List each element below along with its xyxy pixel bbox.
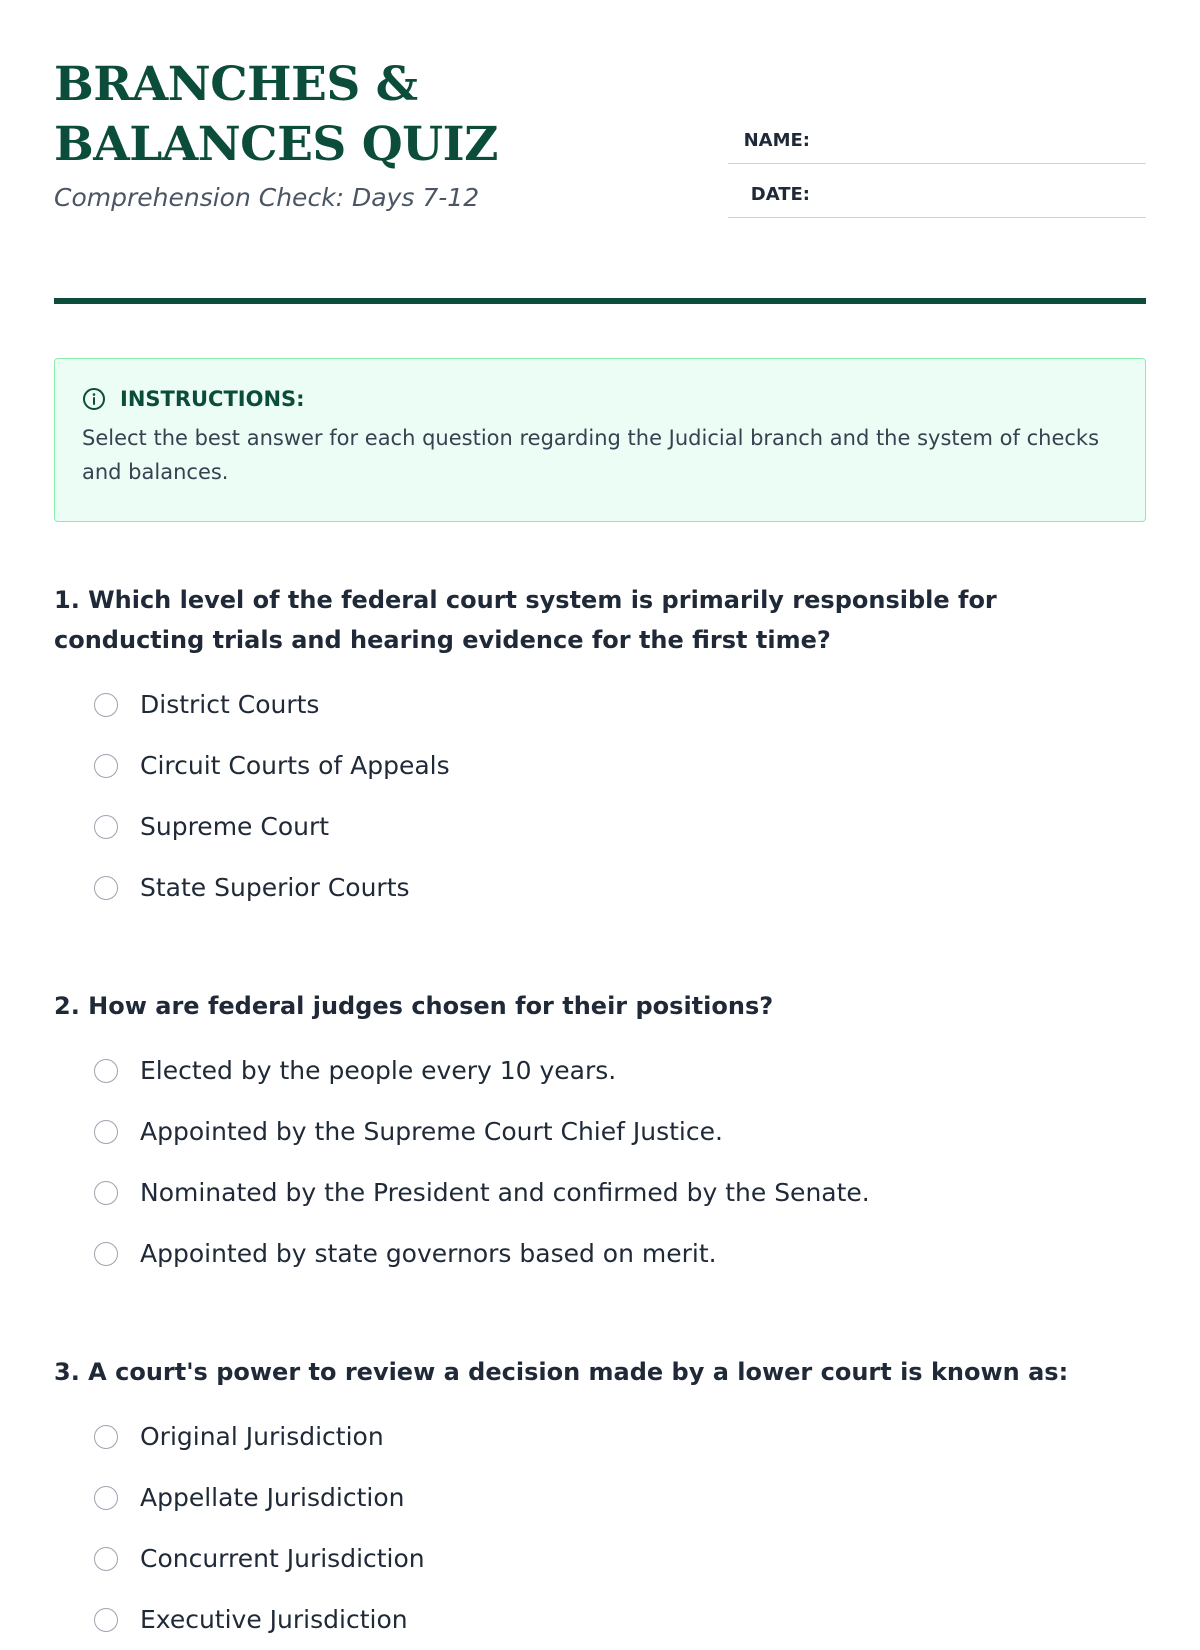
answer-options <box>54 1406 1146 1650</box>
answer-option[interactable] <box>54 1040 1146 1101</box>
answer-option-label: Concurrent Jurisdiction <box>140 1544 425 1573</box>
question-text: 1. Which level of the federal court system is primarily responsible for conducting trials and hearing evidence for the first time? <box>54 586 997 654</box>
answer-option-label: Original Jurisdiction <box>140 1422 384 1451</box>
radio-button[interactable] <box>94 1242 118 1266</box>
page-subtitle: Comprehension Check: Days 7-12 <box>54 183 480 212</box>
answer-option-label: Circuit Courts of Appeals <box>140 751 450 780</box>
answer-option[interactable] <box>54 1589 1146 1650</box>
answer-options <box>54 1040 1146 1284</box>
answer-option[interactable] <box>54 1528 1146 1589</box>
radio-button[interactable] <box>94 1120 118 1144</box>
instructions-text: Select the best answer for each question regarding the Judicial branch and the system of checks and balances. <box>82 426 1100 484</box>
answer-option-label: Executive Jurisdiction <box>140 1605 408 1634</box>
answer-option[interactable] <box>54 674 1146 735</box>
question-2 <box>54 986 1146 1284</box>
question-list <box>54 580 1146 1650</box>
name-field[interactable] <box>728 110 1146 164</box>
answer-option-label: Appointed by state governors based on merit. <box>140 1239 717 1268</box>
answer-option[interactable] <box>54 796 1146 857</box>
answer-option-label: Supreme Court <box>140 812 330 841</box>
radio-button[interactable] <box>94 876 118 900</box>
radio-button[interactable] <box>94 1181 118 1205</box>
answer-option[interactable] <box>54 1406 1146 1467</box>
title-block <box>54 55 694 212</box>
answer-option[interactable] <box>54 1162 1146 1223</box>
info-icon <box>82 387 106 411</box>
answer-option[interactable] <box>54 735 1146 796</box>
date-field[interactable] <box>728 164 1146 218</box>
radio-button[interactable] <box>94 815 118 839</box>
radio-button[interactable] <box>94 1547 118 1571</box>
question-text: 2. How are federal judges chosen for their positions? <box>54 992 774 1020</box>
date-label: DATE: <box>750 184 810 205</box>
answer-option-label: District Courts <box>140 690 320 719</box>
page-title: BRANCHES & BALANCES QUIZ <box>54 57 498 172</box>
instructions-box <box>54 358 1146 522</box>
answer-option-label: Appointed by the Supreme Court Chief Justice. <box>140 1117 723 1146</box>
answer-option-label: Elected by the people every 10 years. <box>140 1056 617 1085</box>
instructions-heading-label: INSTRUCTIONS: <box>120 387 305 411</box>
question-text: 3. A court's power to review a decision made by a lower court is known as: <box>54 1358 1069 1386</box>
radio-button[interactable] <box>94 1608 118 1632</box>
instructions-heading <box>82 387 1118 411</box>
answer-option-label: Nominated by the President and confirmed by the Senate. <box>140 1178 870 1207</box>
answer-option-label: Appellate Jurisdiction <box>140 1483 405 1512</box>
student-fields <box>728 110 1146 218</box>
radio-button[interactable] <box>94 1486 118 1510</box>
answer-option-label: State Superior Courts <box>140 873 410 902</box>
radio-button[interactable] <box>94 693 118 717</box>
header-divider <box>54 298 1146 304</box>
question-1 <box>54 580 1146 918</box>
answer-option[interactable] <box>54 1467 1146 1528</box>
radio-button[interactable] <box>94 754 118 778</box>
radio-button[interactable] <box>94 1425 118 1449</box>
header <box>54 55 1146 245</box>
radio-button[interactable] <box>94 1059 118 1083</box>
answer-option[interactable] <box>54 1223 1146 1284</box>
name-label: NAME: <box>743 130 810 151</box>
answer-option[interactable] <box>54 857 1146 918</box>
answer-option[interactable] <box>54 1101 1146 1162</box>
answer-options <box>54 674 1146 918</box>
question-3 <box>54 1352 1146 1650</box>
